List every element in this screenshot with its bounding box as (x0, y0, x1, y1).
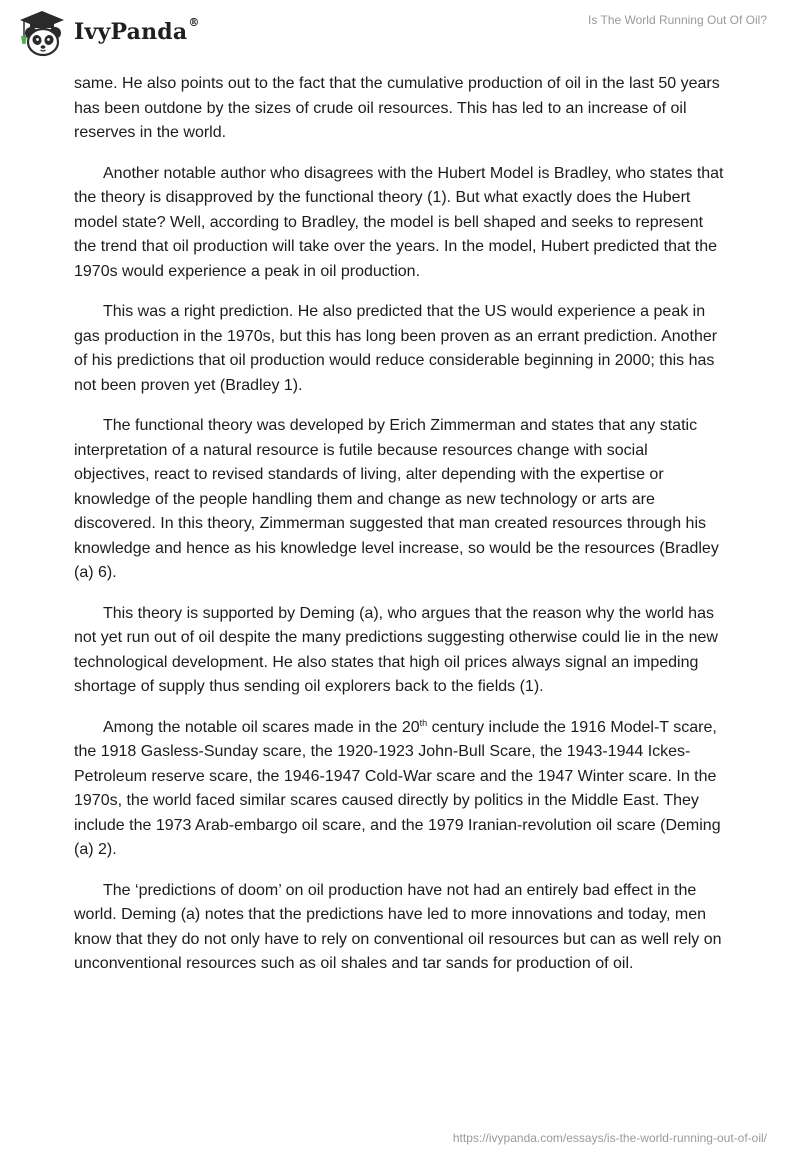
registered-mark: ® (188, 16, 200, 29)
paragraph (74, 716, 726, 863)
paragraph: The functional theory was developed by Erich Zimmerman and states that any static interpretation of a natural resource is futile because resources change with social objectives, react to revised standards of living, alter depending with the expertise or knowledge of the people handling them and change as new technology or arts are discovered. In this theory, Zimmerman suggested that man created resources through his knowledge and hence as his knowledge level increase, so would be the resources (Bradley (a) 6). (74, 417, 719, 581)
document-title: Is The World Running Out Of Oil? (588, 13, 767, 27)
essay-body (74, 72, 726, 993)
paragraph-text: century include the 1916 Model-T scare, the 1918 Gasless-Sunday scare, the 1920-1923 John-Bull Scare, the 1943-1944 Ickes-Petroleum reserve scare, the 1946-1947 Cold-War scare and the 1947 Winter scare. In the 1970s, the world faced similar scares caused directly by politics in the Middle East. They include the 1973 Arab-embargo oil scare, and the 1979 Iranian-revolution oil scare (Deming (a) 2). (74, 718, 721, 858)
paragraph: This was a right prediction. He also predicted that the US would experience a peak in gas production in the 1970s, but this has long been proven as an errant prediction. Another of his predictions that oil production would reduce considerable beginning in 2000; this has not been proven yet (Bradley 1). (74, 303, 718, 394)
brand-name: IvyPanda ® (74, 16, 200, 45)
paragraph: This theory is supported by Deming (a), who argues that the reason why the world has not yet run out of oil despite the many predictions suggesting otherwise could lie in the new technological development. He also states that high oil prices always signal an impeding shortage of supply thus sending oil explorers back to the fields (1). (74, 604, 718, 695)
paragraph: same. He also points out to the fact that the cumulative production of oil in the last 50 years has been outdone by the sizes of crude oil resources. This has led to an increase of oil reserves in the world. (74, 75, 720, 141)
logo[interactable] (14, 6, 200, 58)
paragraph: Another notable author who disagrees with the Hubert Model is Bradley, who states that the theory is disapproved by the functional theory (1). But what exactly does the Hubert model state? Well, according to Bradley, the model is bell shaped and seeks to represent the trend that oil production will take over the years. In the model, Hubert predicted that the 1970s would experience a peak in oil production. (74, 164, 724, 280)
panda-graduate-icon (14, 6, 70, 58)
source-url[interactable]: https://ivypanda.com/essays/is-the-world-running-out-of-oil/ (452, 1131, 767, 1145)
superscript: th (419, 717, 428, 728)
paragraph: The ‘predictions of doom’ on oil production have not had an entirely bad effect in the world. Deming (a) notes that the predictions have led to more innovations and today, men know that they do not only have to rely on conventional oil resources but can as well rely on unconventional resources such as oil shales and tar sands for production of oil. (74, 881, 722, 972)
page-header (0, 0, 800, 70)
paragraph-text: Among the notable oil scares made in the 20 (103, 718, 420, 736)
